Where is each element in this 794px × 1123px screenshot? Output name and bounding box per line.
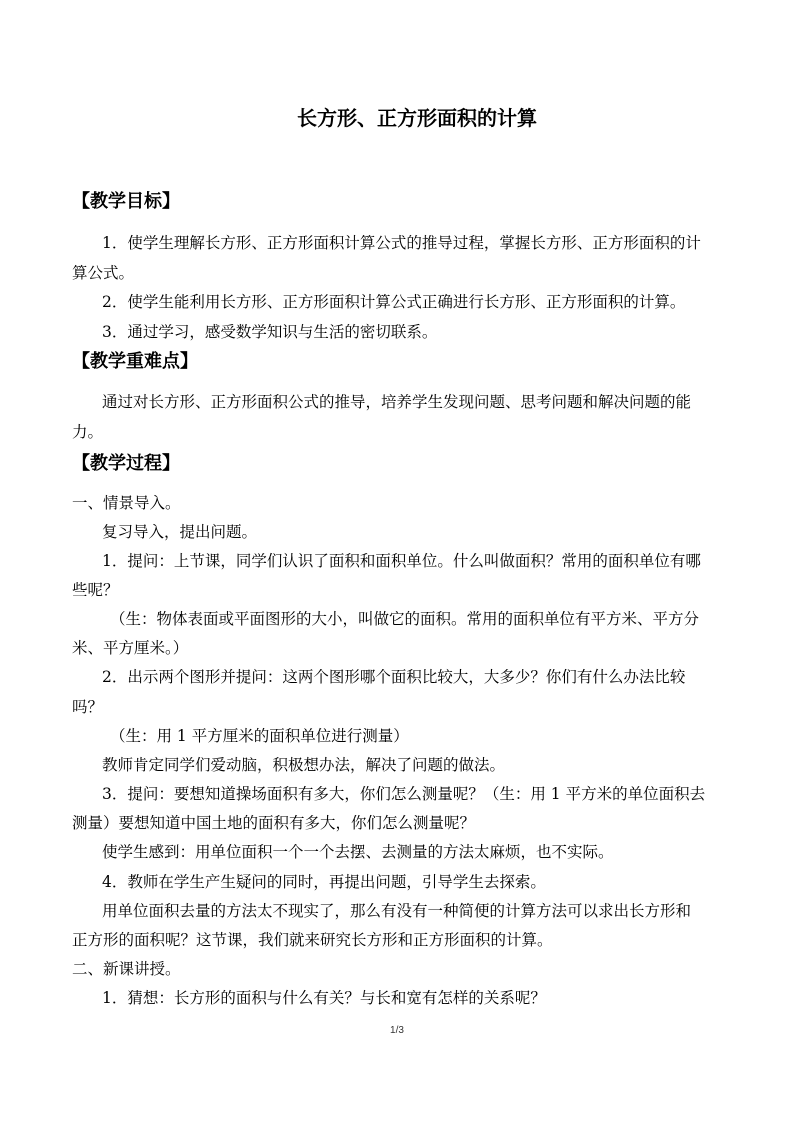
paragraph-line: 一、情景导入。 <box>72 494 181 512</box>
paragraph-line: 算公式。 <box>72 264 135 282</box>
paragraph-line: 测量）要想知道中国土地的面积有多大，你们怎么测量呢？ <box>72 814 476 832</box>
paragraph-line: （生：用 1 平方厘米的面积单位进行测量） <box>110 727 409 745</box>
paragraph-line: 使学生感到：用单位面积一个一个去摆、去测量的方法太麻烦，也不实际。 <box>102 843 614 861</box>
document-title: 长方形、正方形面积的计算 <box>297 106 537 130</box>
paragraph-line: 1．提问：上节课，同学们认识了面积和面积单位。什么叫做面积？常用的面积单位有哪 <box>102 552 701 570</box>
paragraph-line: 用单位面积去量的方法太不现实了，那么有没有一种简便的计算方法可以求出长方形和 <box>102 902 692 920</box>
section-heading-key-points: 【教学重难点】 <box>72 351 198 372</box>
paragraph-line: 1．猜想：长方形的面积与什么有关？与长和宽有怎样的关系呢？ <box>102 989 546 1007</box>
paragraph-line: 3．提问：要想知道操场面积有多大，你们怎么测量呢？（生：用 1 平方米的单位面积去 <box>102 785 706 803</box>
paragraph-line: 4．教师在学生产生疑问的同时，再提出问题，引导学生去探索。 <box>102 873 546 891</box>
paragraph-line: 二、新课讲授。 <box>72 960 181 978</box>
paragraph-line: 吗？ <box>72 698 104 716</box>
section-heading-process: 【教学过程】 <box>72 453 180 474</box>
paragraph-line: 正方形的面积呢？这节课，我们就来研究长方形和正方形面积的计算。 <box>72 931 553 949</box>
paragraph-line: 2．使学生能利用长方形、正方形面积计算公式正确进行长方形、正方形面积的计算。 <box>102 293 686 311</box>
paragraph-line: 复习导入，提出问题。 <box>102 523 258 541</box>
paragraph-line: 2．出示两个图形并提问：这两个图形哪个面积比较大，大多少？你们有什么办法比较 <box>102 668 686 686</box>
paragraph-line: （生：物体表面或平面图形的大小，叫做它的面积。常用的面积单位有平方米、平方分 <box>110 610 700 628</box>
paragraph-line: 力。 <box>72 423 104 441</box>
paragraph-line: 教师肯定同学们爱动脑，积极想办法，解决了问题的做法。 <box>102 756 506 774</box>
paragraph-line: 3．通过学习，感受数学知识与生活的密切联系。 <box>102 323 438 341</box>
section-heading-objectives: 【教学目标】 <box>72 191 180 212</box>
paragraph-line: 米、平方厘米。） <box>72 639 189 657</box>
page-number: 1/3 <box>390 1025 404 1036</box>
paragraph-line: 些呢？ <box>72 581 119 599</box>
paragraph-line: 1．使学生理解长方形、正方形面积计算公式的推导过程，掌握长方形、正方形面积的计 <box>102 234 701 252</box>
paragraph-line: 通过对长方形、正方形面积公式的推导，培养学生发现问题、思考问题和解决问题的能 <box>102 393 692 411</box>
